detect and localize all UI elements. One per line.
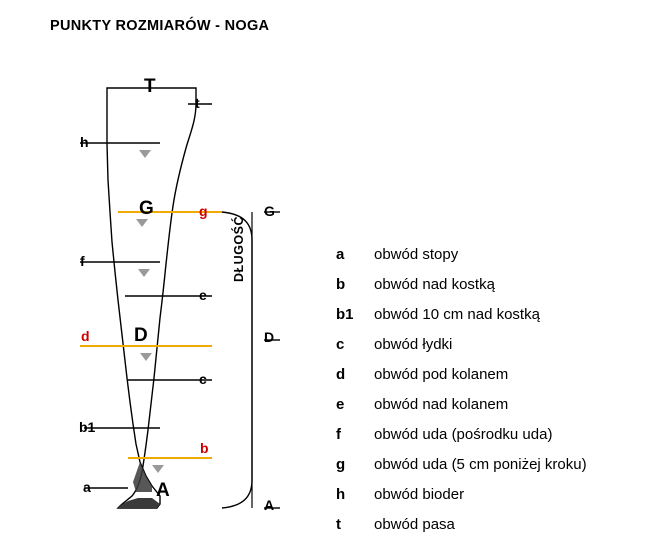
legend-key: g: [336, 456, 346, 473]
legend: [336, 246, 656, 546]
legend-key: d: [336, 366, 346, 383]
label-D: D: [134, 325, 148, 346]
legend-item-g: [336, 456, 656, 486]
legend-item-a: [336, 246, 656, 276]
mark-t: t: [195, 95, 200, 111]
label-T: T: [144, 76, 156, 97]
legend-item-f: [336, 426, 656, 456]
legend-description: obwód nad kostką: [374, 276, 495, 293]
legend-item-h: [336, 486, 656, 516]
measure-lines-orange: [80, 212, 222, 458]
length-axis-label: DŁUGOŚĆ: [232, 216, 246, 282]
mark-c: c: [199, 371, 207, 387]
mark-e: e: [199, 287, 207, 303]
legend-key: e: [336, 396, 345, 413]
bracket-mark-D: D: [264, 329, 275, 345]
mark-b1: b1: [79, 419, 96, 435]
legend-key: a: [336, 246, 345, 263]
legend-description: obwód uda (pośrodku uda): [374, 426, 553, 443]
legend-description: obwód pod kolanem: [374, 366, 509, 383]
legend-key: t: [336, 516, 341, 533]
arrow-g: [136, 219, 148, 227]
legend-key: b: [336, 276, 346, 293]
legend-key: c: [336, 336, 345, 353]
legend-key: b1: [336, 306, 354, 323]
legend-description: obwód pasa: [374, 516, 455, 533]
legend-description: obwód stopy: [374, 246, 459, 263]
legend-description: obwód bioder: [374, 486, 465, 503]
mark-f: f: [80, 253, 85, 269]
page-title: PUNKTY ROZMIARÓW - NOGA: [50, 18, 270, 34]
legend-description: obwód nad kolanem: [374, 396, 509, 413]
leg-outline: [107, 88, 196, 508]
label-G: G: [139, 198, 154, 219]
legend-description: obwód łydki: [374, 336, 453, 353]
legend-item-e: [336, 396, 656, 426]
arrow-h: [139, 150, 151, 158]
legend-key: h: [336, 486, 346, 503]
arrow-d: [140, 353, 152, 361]
foot-shading: [118, 462, 160, 508]
measure-lines-black: [80, 104, 212, 488]
mark-d: d: [81, 328, 90, 344]
legend-description: obwód uda (5 cm poniżej kroku): [374, 456, 587, 473]
legend-item-b: [336, 276, 656, 306]
label-A: A: [156, 480, 170, 501]
legend-item-b1: [336, 306, 656, 336]
legend-key: f: [336, 426, 341, 443]
legend-item-t: [336, 516, 656, 546]
mark-a: a: [83, 479, 91, 495]
legend-item-c: [336, 336, 656, 366]
length-bracket: [222, 212, 280, 508]
arrow-b: [152, 465, 164, 473]
mark-g: g: [199, 203, 208, 219]
leg-measurement-diagram: [0, 0, 340, 518]
arrow-f: [138, 269, 150, 277]
legend-item-d: [336, 366, 656, 396]
bracket-mark-G: G: [264, 203, 275, 219]
legend-description: obwód 10 cm nad kostką: [374, 306, 540, 323]
bracket-mark-A: A: [264, 497, 275, 513]
mark-b: b: [200, 440, 209, 456]
mark-h: h: [80, 134, 89, 150]
